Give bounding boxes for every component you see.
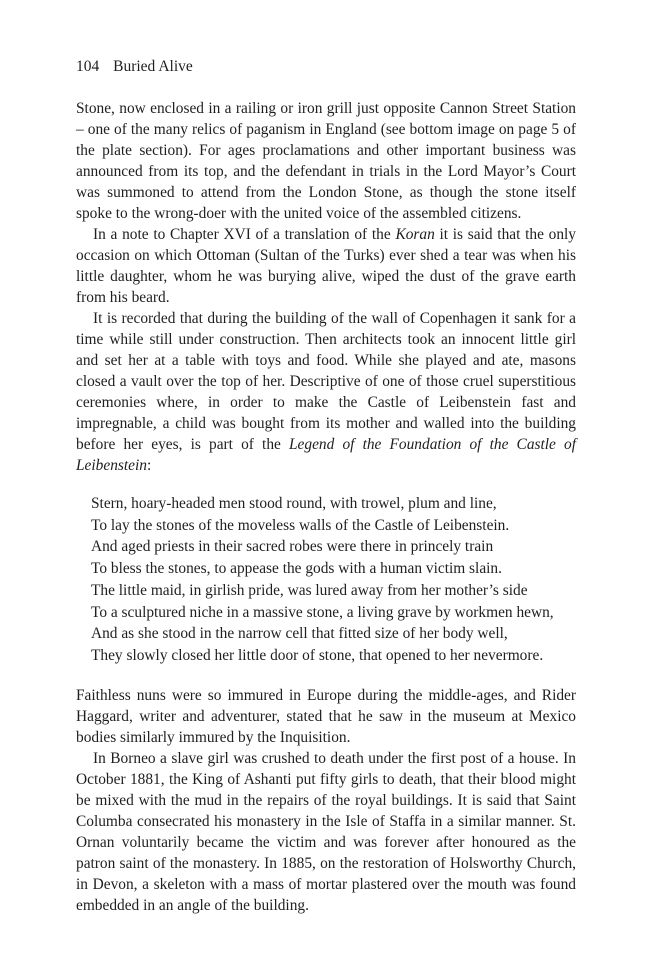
verse-line: To a sculptured niche in a massive stone, a living grave by workmen hewn, (91, 603, 554, 621)
paragraph-london-stone: Stone, now enclosed in a railing or iron grill just opposite Cannon Street Station – one of the many relics of paganism in England (see bottom image on page 5 of the plate section). For ages proclamations and other important business was announced from its top, and the defendant in trials in the Lord Mayor’s Court was summoned to attend from the London Stone, as though the stone itself spoke to the wrong-doer with the united voice of the assembled citizens. (76, 100, 576, 222)
verse-line: To bless the stones, to appease the gods with a human victim slain. (91, 560, 502, 578)
verse-line: And as she stood in the narrow cell that fitted size of her body well, (91, 625, 508, 643)
verse-line: Stern, hoary-headed men stood round, with trowel, plum and line, (91, 495, 497, 512)
verse-line: They slowly closed her little door of stone, that opened to her nevermore. (91, 646, 544, 664)
page-number: 104 (76, 58, 100, 75)
paragraph-koran-note (76, 224, 576, 308)
paragraph-text: It is recorded that during the building of the wall of Copenhagen it sank for a time while still under construction. Then architects took an innocent little girl and set her at a table with toys and food. While she played and ate, masons closed a vault over the top of her. Descriptive of one of those cruel superstitious ceremonies where, in order to make the Castle of Leibenstein fast and impregnable, a child was bought from its mother and walled into the building before her eyes, is part of the (76, 310, 576, 453)
paragraph-borneo: In Borneo a slave girl was crushed to death under the first post of a house. In October 1881, the King of Ashanti put fifty girls to death, that their blood might be mixed with the mud in the repairs of the royal buildings. It is said that Saint Columba consecrated his monastery in the Isle of Staffa in a similar manner. St. Ornan voluntarily became the victim and was forever after honoured as the patron saint of the monastery. In 1885, on the restoration of Holsworthy Church, in Devon, a skeleton with a mass of mortar plastered over the mouth was found embedded in an angle of the building. (76, 749, 576, 914)
paragraph-faithless-nuns: Faithless nuns were so immured in Europe during the middle-ages, and Rider Haggard, writer and adventurer, stated that he saw in the museum at Mexico bodies similarly immured by the Inquisition. (76, 686, 576, 746)
running-title: Buried Alive (113, 58, 193, 75)
italic-title-legend: Legend of the Foundation of the Castle of Leibenstein (76, 436, 576, 474)
running-header (76, 56, 576, 78)
paragraph-copenhagen (76, 308, 576, 476)
paragraph-text: : (146, 457, 152, 474)
paragraph-text: it is said that the only occasion on which Ottoman (Sultan of the Turks) ever shed a tear was when his little daughter, whom he was burying alive, wiped the dust of the grave earth from his beard. (76, 226, 576, 306)
verse-line: And aged priests in their sacred robes were there in princely train (91, 538, 494, 556)
italic-title-koran: Koran (395, 226, 435, 243)
book-page (76, 56, 576, 916)
paragraph-text: In a note to Chapter XVI of a translation of the (93, 226, 396, 243)
verse-block (76, 493, 576, 667)
verse-line: The little maid, in girlish pride, was lured away from her mother’s side (91, 581, 528, 599)
verse-line: To lay the stones of the moveless walls of the Castle of Leibenstein. (91, 516, 510, 534)
